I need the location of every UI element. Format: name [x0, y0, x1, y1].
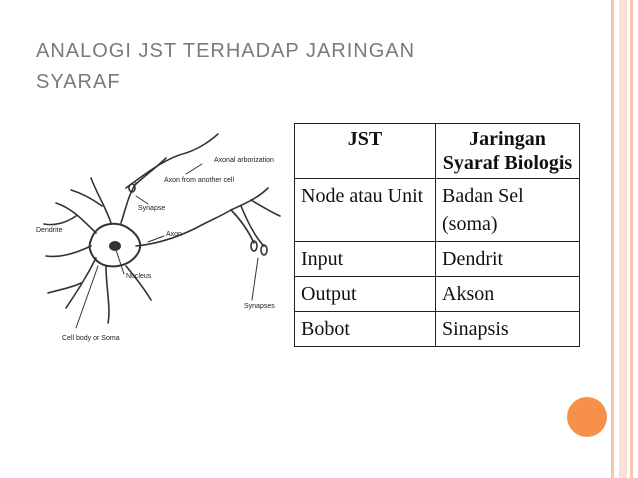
slide-title [36, 36, 596, 98]
table-cell: Node atau Unit [295, 179, 436, 242]
label-cell-body: Cell body or Soma [62, 335, 120, 342]
label-dendrite: Dendrite [36, 227, 63, 234]
neuron-diagram [36, 128, 286, 353]
slide-title-line1: ANALOGI JST TERHADAP JARINGAN [36, 40, 416, 62]
table-cell: Dendrit [436, 242, 580, 277]
table-row [295, 312, 580, 347]
decor-stripe [611, 0, 614, 478]
table-header-jst: JST [295, 124, 436, 179]
table-cell: Badan Sel (soma) [436, 179, 580, 242]
table-row [295, 277, 580, 312]
label-synapses: Synapses [244, 303, 275, 310]
table-header-biologis: Jaringan Syaraf Biologis [436, 124, 580, 179]
decor-stripe [630, 0, 633, 478]
label-nucleus: Nucleus [126, 273, 152, 280]
table-row [295, 179, 580, 242]
analogy-table [294, 123, 580, 347]
table-header-row [295, 124, 580, 179]
accent-circle [567, 397, 607, 437]
label-axon-from-another-cell: Axon from another cell [164, 177, 235, 184]
table-cell: Output [295, 277, 436, 312]
decor-stripe [619, 0, 627, 478]
table-cell: Bobot [295, 312, 436, 347]
table-cell: Input [295, 242, 436, 277]
label-axonal-arborization: Axonal arborization [214, 157, 274, 164]
table-row [295, 242, 580, 277]
slide-title-line2: SYARAF [36, 71, 121, 93]
table-cell: Sinapsis [436, 312, 580, 347]
table-cell: Akson [436, 277, 580, 312]
nucleus-dot [109, 241, 121, 251]
label-axon: Axon [166, 231, 182, 238]
label-synapse: Synapse [138, 205, 166, 212]
